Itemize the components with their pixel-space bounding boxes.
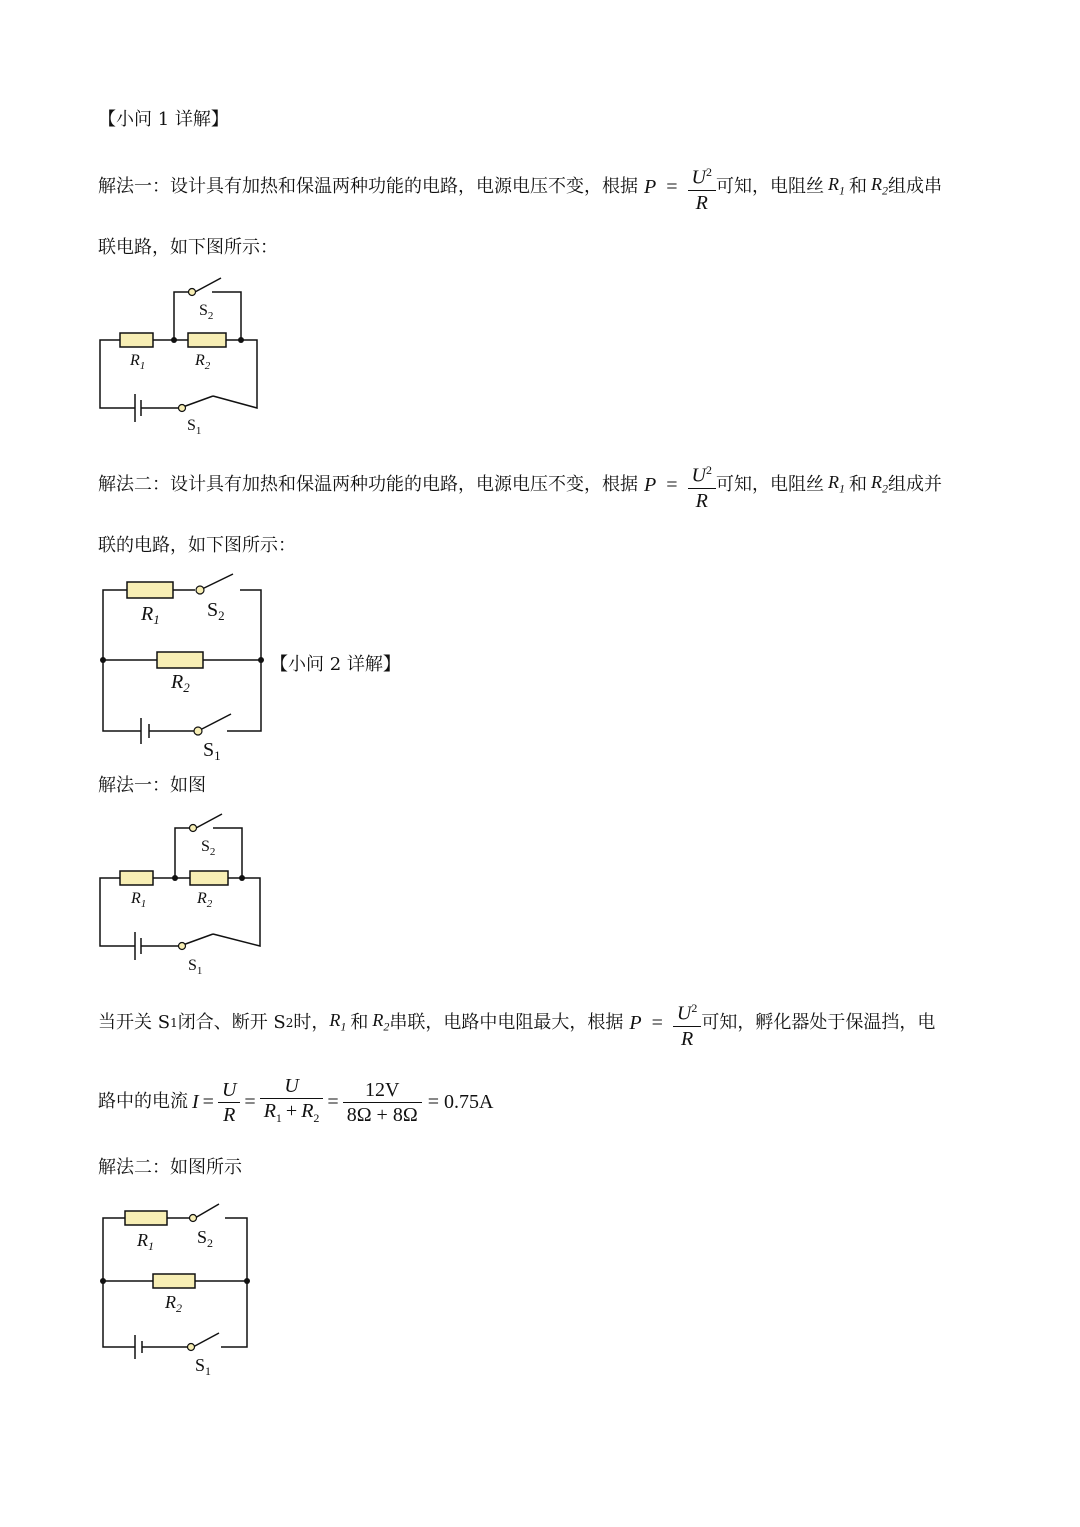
power-formula-fraction: $\frac{U^2}{R}$ <box>688 160 716 215</box>
fraction-12v-over-16ohm: $\frac{12V}{8\Omega + 8\Omega}$ <box>343 1078 422 1127</box>
resistor-r1 <box>120 333 153 347</box>
parallel-circuit-diagram-1 <box>95 568 270 768</box>
label-s2: $S_2$ <box>199 302 214 322</box>
sol2-line2: 联的电路，如下图所示： <box>98 535 296 556</box>
label-s1: $S_1$ <box>187 417 202 437</box>
equals-sign: = <box>666 176 678 199</box>
q2-heading: 【小问 2 详解】 <box>270 654 401 675</box>
sol1-text2: 可知，电阻丝 <box>715 176 824 198</box>
series-circuit-diagram-2 <box>95 808 270 978</box>
fraction-u-over-r1-plus-r2: $\frac{U}{R_1 + R_2}$ <box>260 1074 324 1130</box>
svg-text:S2: $S_2$ <box>207 599 225 623</box>
q2-sol2-label: 解法二：如图所示 <box>98 1157 242 1178</box>
current-result: = 0.75A <box>427 1091 494 1113</box>
q2-sol1-explanation: 当开关 S 1 闭合、断开 S 2 时， $R_1$ 和 $R_2$ 串联，电路中电阻最大，根据 P = $\frac{U^2}{R}$ 可知，孵化器处于保温挡，电 <box>98 996 935 1051</box>
svg-text:R2: $R_2$ <box>165 1292 182 1315</box>
svg-text:R1: $R_1$ <box>137 1230 154 1253</box>
power-symbol: P <box>644 176 657 199</box>
svg-text:S2: $S_2$ <box>197 1227 214 1250</box>
label-r2: $R_2$ <box>195 352 211 372</box>
sol1-line1: 解法一：设计具有加热和保温两种功能的电路，电源电压不变，根据 P = $\frac{U^2}{R}$ 可知，电阻丝 $R_1$ 和 $R_2$ 组成串 <box>98 160 942 215</box>
sol1-text3: 组成串 <box>887 176 942 198</box>
label-r1: $R_1$ <box>130 352 146 372</box>
svg-text:R2: $R_2$ <box>197 890 213 910</box>
series-circuit-diagram-1 <box>95 270 270 440</box>
fraction-u-over-r: $\frac{U}{R}$ <box>218 1078 240 1127</box>
sol1-line2: 联电路，如下图所示： <box>98 237 278 258</box>
svg-text:S1: $S_1$ <box>195 1355 212 1378</box>
svg-text:R2: $R_2$ <box>171 671 190 695</box>
svg-text:R1: $R_1$ <box>131 890 147 910</box>
resistor-r2 <box>188 333 226 347</box>
parallel-circuit-diagram-2 <box>95 1195 270 1385</box>
q2-sol1-label: 解法一：如图 <box>98 775 206 796</box>
power-formula-fraction-3: $\frac{U^2}{R}$ <box>673 996 701 1051</box>
svg-text:S1: $S_1$ <box>203 739 221 763</box>
svg-text:S1: $S_1$ <box>188 957 203 977</box>
sol2-line1: 解法二：设计具有加热和保温两种功能的电路，电源电压不变，根据 P = $\frac{U^2}{R}$ 可知，电阻丝 $R_1$ 和 $R_2$ 组成并 <box>98 458 942 513</box>
power-formula-fraction-2: $\frac{U^2}{R}$ <box>688 458 716 513</box>
switch-s1-pivot <box>179 405 186 412</box>
current-calculation: 路中的电流 I = $\frac{U}{R}$ = $\frac{U}{R_1 + R_2}$ = $\frac{12V}{8\Omega + 8\Omega}$ = 0.75A <box>98 1074 493 1130</box>
q1-heading: 【小问 1 详解】 <box>98 109 229 130</box>
switch-s2-pivot <box>189 289 196 296</box>
svg-text:R1: $R_1$ <box>141 603 160 627</box>
sol1-text1: 解法一：设计具有加热和保温两种功能的电路，电源电压不变，根据 <box>98 176 638 198</box>
svg-text:S2: $S_2$ <box>201 838 216 858</box>
